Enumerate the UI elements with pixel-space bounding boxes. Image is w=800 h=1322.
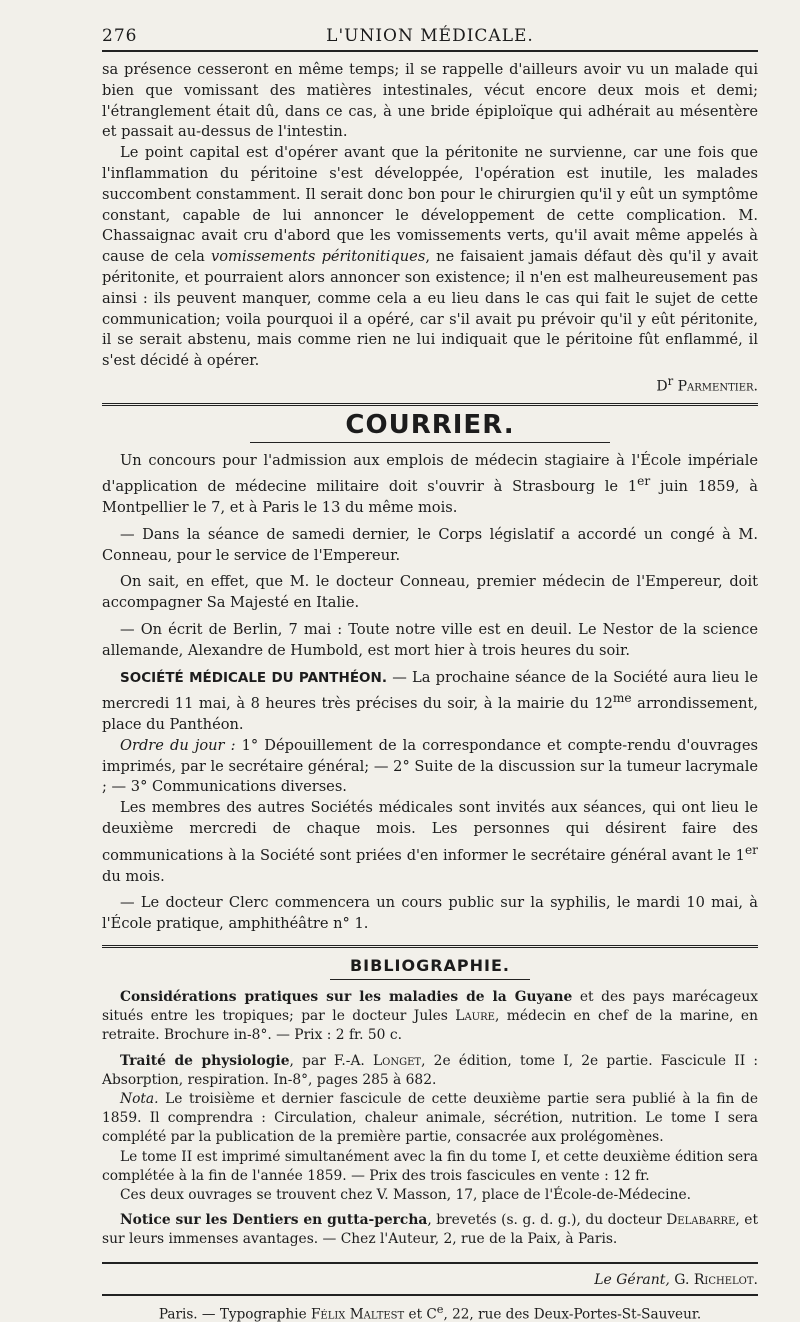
page-header — [102, 20, 758, 50]
bibliography-entry: Traité de physiologie, par F.-A. Longet, 2e édition, tome I, 2e partie. Fascicule II : Absorption, respiration. In-8°, pages 285 à 682. — [102, 1052, 758, 1088]
journal-title: L'UNION MÉDICALE. — [326, 26, 534, 46]
courrier-paragraph: Un concours pour l'admission aux emplois de médecin stagiaire à l'École impériale d'application de médecine militaire doit s'ouvrir à Strasbourg le 1er juin 1859, à Montpellier le 7, et à Paris le 13 du même mois. — [102, 451, 758, 517]
section-divider — [102, 403, 758, 406]
bibliographie-underline — [330, 979, 530, 980]
article-paragraph: sa présence cesseront en même temps; il se rappelle d'ailleurs avoir vu un malade qui bien que vomissant des matières intestinales, vécut encore deux mois et demi; l'étranglement était dû, dans ce cas, à une bride épiploïque qui adhérait au mésentère et passait au-dessus de l'intestin. — [102, 61, 758, 141]
gerant-signature: Le Gérant, G. Richelot. — [594, 1271, 758, 1288]
bibliography-note: Nota. Le troisième et dernier fascicule de cette deuxième partie sera publié à la fin de 1859. Il comprendra : Circulation, chaleur animale, sécrétion, nutrition. Le tome I sera complété par la publication de la première partie, consacrée aux prolégomènes. — [102, 1090, 758, 1146]
article-paragraph: Le point capital est d'opérer avant que la péritonite ne survienne, car une fois que l'inflammation du péritoine s'est développée, l'opération est inutile, les malades succombent constamment. Il serait donc bon pour le chirurgien qu'il y eût un symptôme constant, capable de lui annoncer le développement de cette complication. M. Chassaignac avait cru d'abord que les vomissements verts, qu'il avait même appelés à cause de cela vomissements péritonitiques, ne faisaient jamais défaut dès qu'il y avait péritonite, et pourraient alors annoncer son existence; il n'en est malheureusement pas ainsi : ils peuvent manquer, comme cela a eu lieu dans le cas qui fait le sujet de cette communication; voila pourquoi il a opéré, car s'il avait pu prévoir qu'il y eût péritonite, il se serait abstenu, mais comme rien ne lui indiquait que le péritoine fût enflammé, il s'est décidé à opérer. — [102, 144, 758, 370]
bibliography-note: Le tome II est imprimé simultanément avec la fin du tome I, et cette deuxième édition sera complétée à la fin de l'année 1859. — Prix des trois fascicules en vente : 12 fr. — [102, 1148, 758, 1184]
courrier-paragraph: — Dans la séance de samedi dernier, le Corps législatif a accordé un congé à M. Conneau, pour le service de l'Empereur. — [102, 525, 758, 564]
bibliography-entry: Considérations pratiques sur les maladies de la Guyane et des pays marécageux situés entre les tropiques; par le docteur Jules Laure, médecin en chef de la marine, en retraite. Brochure in-8°. — Prix : 2 fr. 50 c. — [102, 988, 758, 1044]
courrier-paragraph: Ordre du jour : 1° Dépouillement de la correspondance et compte-rendu d'ouvrages imprimés, par le secrétaire général; — 2° Suite de la discussion sur la tumeur lacrymale ; — 3° Communications diverses. — [102, 736, 758, 796]
section-divider — [102, 945, 758, 948]
bibliography-note: Ces deux ouvrages se trouvent chez V. Masson, 17, place de l'École-de-Médecine. — [120, 1186, 692, 1203]
page-number: 276 — [102, 26, 138, 46]
courrier-underline — [250, 442, 610, 443]
courrier-paragraph: — Le docteur Clerc commencera un cours public sur la syphilis, le mardi 10 mai, à l'École pratique, amphithéâtre n° 1. — [102, 894, 758, 933]
printer-footer: Paris. — Typographie Félix Maltest et Ce, 22, rue des Deux-Portes-St-Sauveur. — [158, 1301, 702, 1322]
courrier-paragraph: SOCIÉTÉ MÉDICALE DU PANTHÉON. — La prochaine séance de la Société aura lieu le mercredi 11 mai, à 8 heures très précises du soir, à la mairie du $12^{me}$ arrondissement, place du Panthéon. — [102, 668, 758, 734]
bibliography-entry: Notice sur les Dentiers en gutta-percha, brevetés (s. g. d. g.), du docteur Delabarre, et sur leurs immenses avantages. — Chez l'Auteur, 2, rue de la Paix, à Paris. — [102, 1212, 759, 1248]
bibliographie-heading: BIBLIOGRAPHIE. — [349, 955, 510, 975]
bibliographie-section — [102, 988, 758, 1250]
footer-rule — [102, 1294, 758, 1296]
courrier-paragraph: Les membres des autres Sociétés médicales sont invités aux séances, qui ont lieu le deuxième mercredi de chaque mois. Les personnes qui désirent faire des communications à la Société sont priées d'en informer le secrétaire général avant le 1er du mois. — [102, 799, 758, 885]
closing-rule — [102, 1262, 758, 1264]
article-continuation — [102, 60, 758, 395]
courrier-heading: COURRIER. — [345, 409, 515, 440]
courrier-paragraph: On sait, en effet, que M. le docteur Conneau, premier médecin de l'Empereur, doit accompagner Sa Majesté en Italie. — [102, 573, 758, 612]
courrier-section — [102, 451, 758, 935]
article-signature: $D^r$ Parmentier. — [656, 373, 758, 395]
courrier-paragraph: — On écrit de Berlin, 7 mai : Toute notre ville est en deuil. Le Nestor de la science allemande, Alexandre de Humbold, est mort hier à trois heures du soir. — [102, 621, 758, 659]
